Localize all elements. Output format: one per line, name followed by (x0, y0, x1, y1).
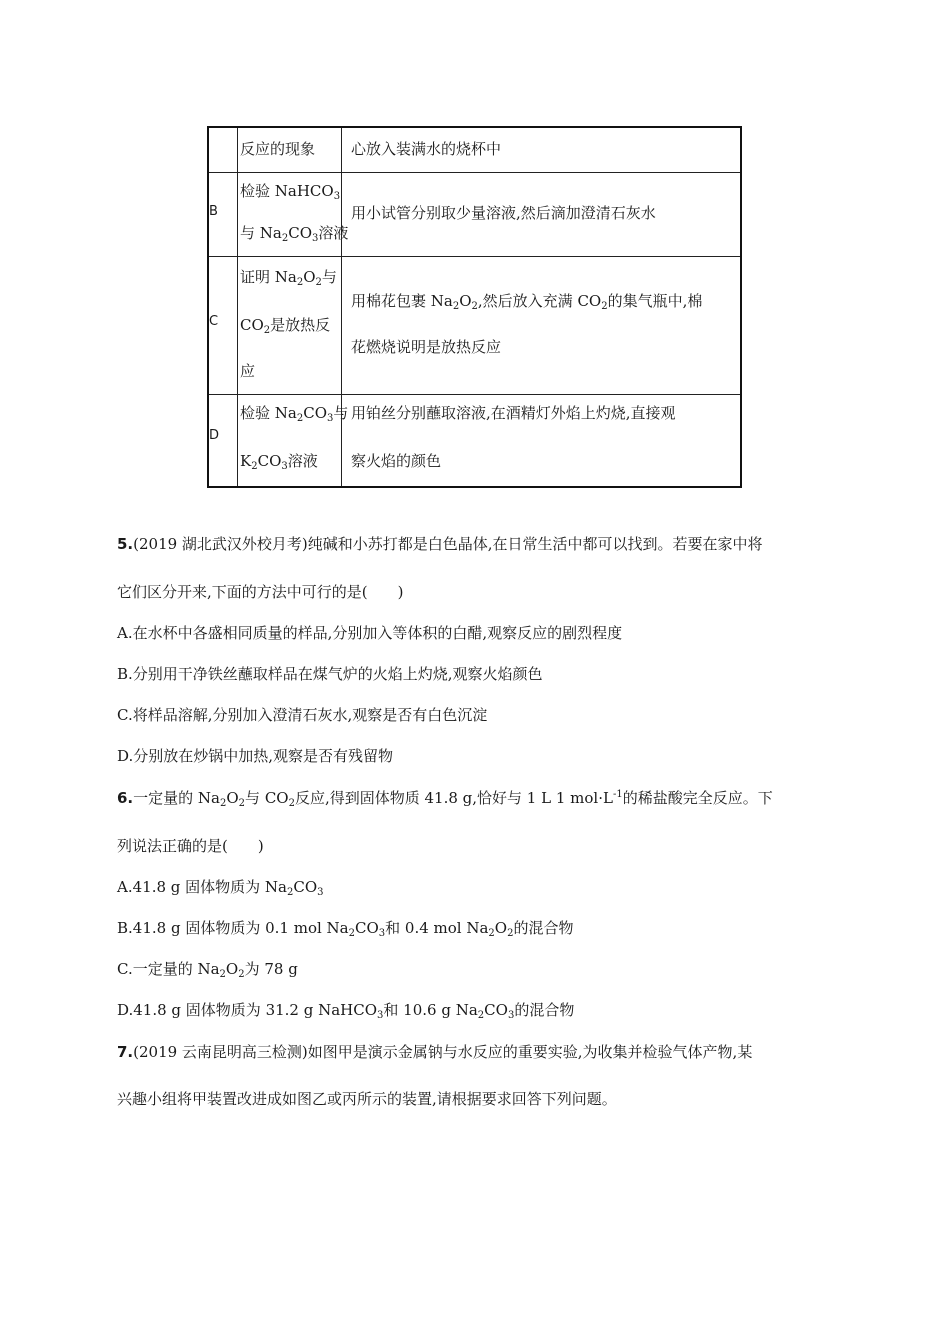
table-row-b-item-line2: 与 $Na_2CO_3$溶液 (240, 224, 349, 244)
table-row-top-item: 反应的现象 (240, 140, 316, 158)
table-row-d-item-line2: $K_2CO_3$溶液 (240, 452, 318, 472)
q5-option-c: C.将样品溶解,分别加入澄清石灰水,观察是否有白色沉淀 (117, 706, 488, 724)
experiment-table (207, 126, 742, 488)
table-row-d-label: D (209, 428, 220, 443)
q5-option-a: A.在水杯中各盛相同质量的样品,分别加入等体积的白醋,观察反应的剧烈程度 (117, 624, 623, 642)
table-row-divider-1 (209, 172, 740, 173)
table-row-b-label: B (209, 204, 218, 219)
q6-option-b: B.41.8 g 固体物质为 0.1 mol $Na_2CO_3$和 0.4 mol $Na_2O_2$的混合物 (117, 919, 574, 939)
q5-stem-line1: 5.(2019 湖北武汉外校月考)纯碱和小苏打都是白色晶体,在日常生活中都可以找到。若要在家中将 (117, 535, 763, 553)
q7-number: 7. (117, 1043, 134, 1061)
table-row-c-label: C (209, 314, 219, 329)
table-row-c-item-line2: $CO_2$是放热反 (240, 316, 331, 336)
table-row-b-item-line1: 检验 NaHCO$_3$ (240, 182, 341, 202)
table-row-d-method-line2: 察火焰的颜色 (351, 452, 442, 470)
q6-option-a: A.41.8 g 固体物质为 $Na_2CO_3$ (117, 878, 324, 898)
q5-number: 5. (117, 535, 134, 553)
q6-stem-line1: 6.一定量的 $Na_2O_2$与 $CO_2$反应,得到固体物质 41.8 g,恰好与 1 L 1 $mol\cdot L^{-1}$的稀盐酸完全反应。下 (117, 789, 773, 809)
table-col-divider-1 (237, 128, 238, 486)
q6-stem-line2: 列说法正确的是( ) (117, 837, 264, 855)
q6-option-c: C.一定量的 $Na_2O_2$为 78 g (117, 960, 298, 980)
table-row-d-method-line1: 用铂丝分别蘸取溶液,在酒精灯外焰上灼烧,直接观 (351, 404, 676, 422)
table-row-b-method: 用小试管分别取少量溶液,然后滴加澄清石灰水 (351, 204, 656, 222)
table-col-divider-2 (341, 128, 342, 486)
q6-option-d: D.41.8 g 固体物质为 31.2 g NaHCO$_3$和 10.6 g $Na_2CO_3$的混合物 (117, 1001, 575, 1021)
table-row-c-item-line3: 应 (240, 362, 256, 380)
table-row-c-method-line1: 用棉花包裹 $Na_2O_2$,然后放入充满 $CO_2$的集气瓶中,棉 (351, 292, 703, 312)
q5-stem-line2: 它们区分开来,下面的方法中可行的是( ) (117, 583, 404, 601)
q5-option-b: B.分别用干净铁丝蘸取样品在煤气炉的火焰上灼烧,观察火焰颜色 (117, 665, 543, 683)
table-row-divider-2 (209, 256, 740, 257)
q6-number: 6. (117, 789, 134, 807)
table-row-top-method: 心放入装满水的烧杯中 (351, 140, 502, 158)
table-row-divider-3 (209, 394, 740, 395)
table-row-c-item-line1: 证明 $Na_2O_2$与 (240, 268, 337, 288)
q7-stem-line2: 兴趣小组将甲装置改进成如图乙或丙所示的装置,请根据要求回答下列问题。 (117, 1090, 617, 1108)
q7-stem-line1: 7.(2019 云南昆明高三检测)如图甲是演示金属钠与水反应的重要实验,为收集并检验气体产物,某 (117, 1043, 753, 1061)
table-row-c-method-line2: 花燃烧说明是放热反应 (351, 338, 502, 356)
table-row-d-item-line1: 检验 $Na_2CO_3$与 (240, 404, 349, 424)
q5-option-d: D.分别放在炒锅中加热,观察是否有残留物 (117, 747, 394, 765)
